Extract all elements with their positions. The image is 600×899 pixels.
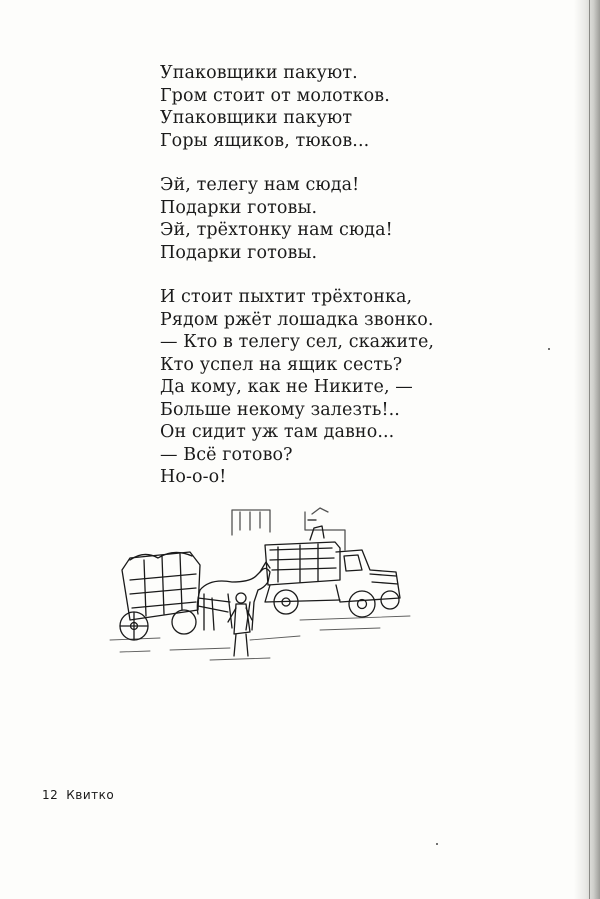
poem-line: Упаковщики пакуют. — [160, 63, 358, 83]
page-number: 12 — [42, 788, 59, 802]
paper-speck — [436, 843, 438, 845]
paper-speck — [548, 348, 550, 350]
poem-line: Гром стоит от молотков. — [160, 85, 390, 106]
stanza-1 — [160, 62, 490, 152]
poem-line: Упаковщики пакуют — [160, 108, 353, 128]
poem-line: Эй, телегу нам сюда! — [160, 175, 360, 195]
page-gutter-shadow — [574, 0, 600, 899]
poem-line: — Всё готово? — [160, 444, 293, 465]
poem-text — [160, 62, 490, 511]
poem-line: Да кому, как не Никите, — — [160, 377, 413, 397]
signature-mark: Квитко — [66, 788, 115, 802]
poem-line: Он сидит уж там давно... — [160, 422, 395, 442]
page-gutter-line — [589, 0, 590, 899]
poem-line: Эй, трёхтонку нам сюда! — [160, 220, 393, 240]
poem-line: Подарки готовы. — [160, 197, 318, 218]
ground-hatching-sketch — [110, 616, 410, 660]
poem-line: Горы ящиков, тюков... — [160, 130, 370, 151]
poem-line: — Кто в телегу сел, скажите, — [160, 332, 435, 352]
page-footer — [42, 788, 122, 802]
stanza-3 — [160, 286, 490, 489]
truck-sketch — [265, 520, 400, 617]
poem-line: Кто успел на ящик сесть? — [160, 354, 403, 375]
poem-line: Но-о-о! — [160, 467, 227, 487]
horse-sketch — [197, 562, 270, 630]
horse-cart-and-truck-illustration — [100, 490, 420, 680]
stanza-2 — [160, 174, 490, 264]
poem-line: Подарки готовы. — [160, 242, 318, 263]
poem-line: И стоит пыхтит трёхтонка, — [160, 287, 413, 307]
poem-line: Больше некому залезть!.. — [160, 399, 400, 420]
poem-line: Рядом ржёт лошадка звонко. — [160, 309, 434, 330]
